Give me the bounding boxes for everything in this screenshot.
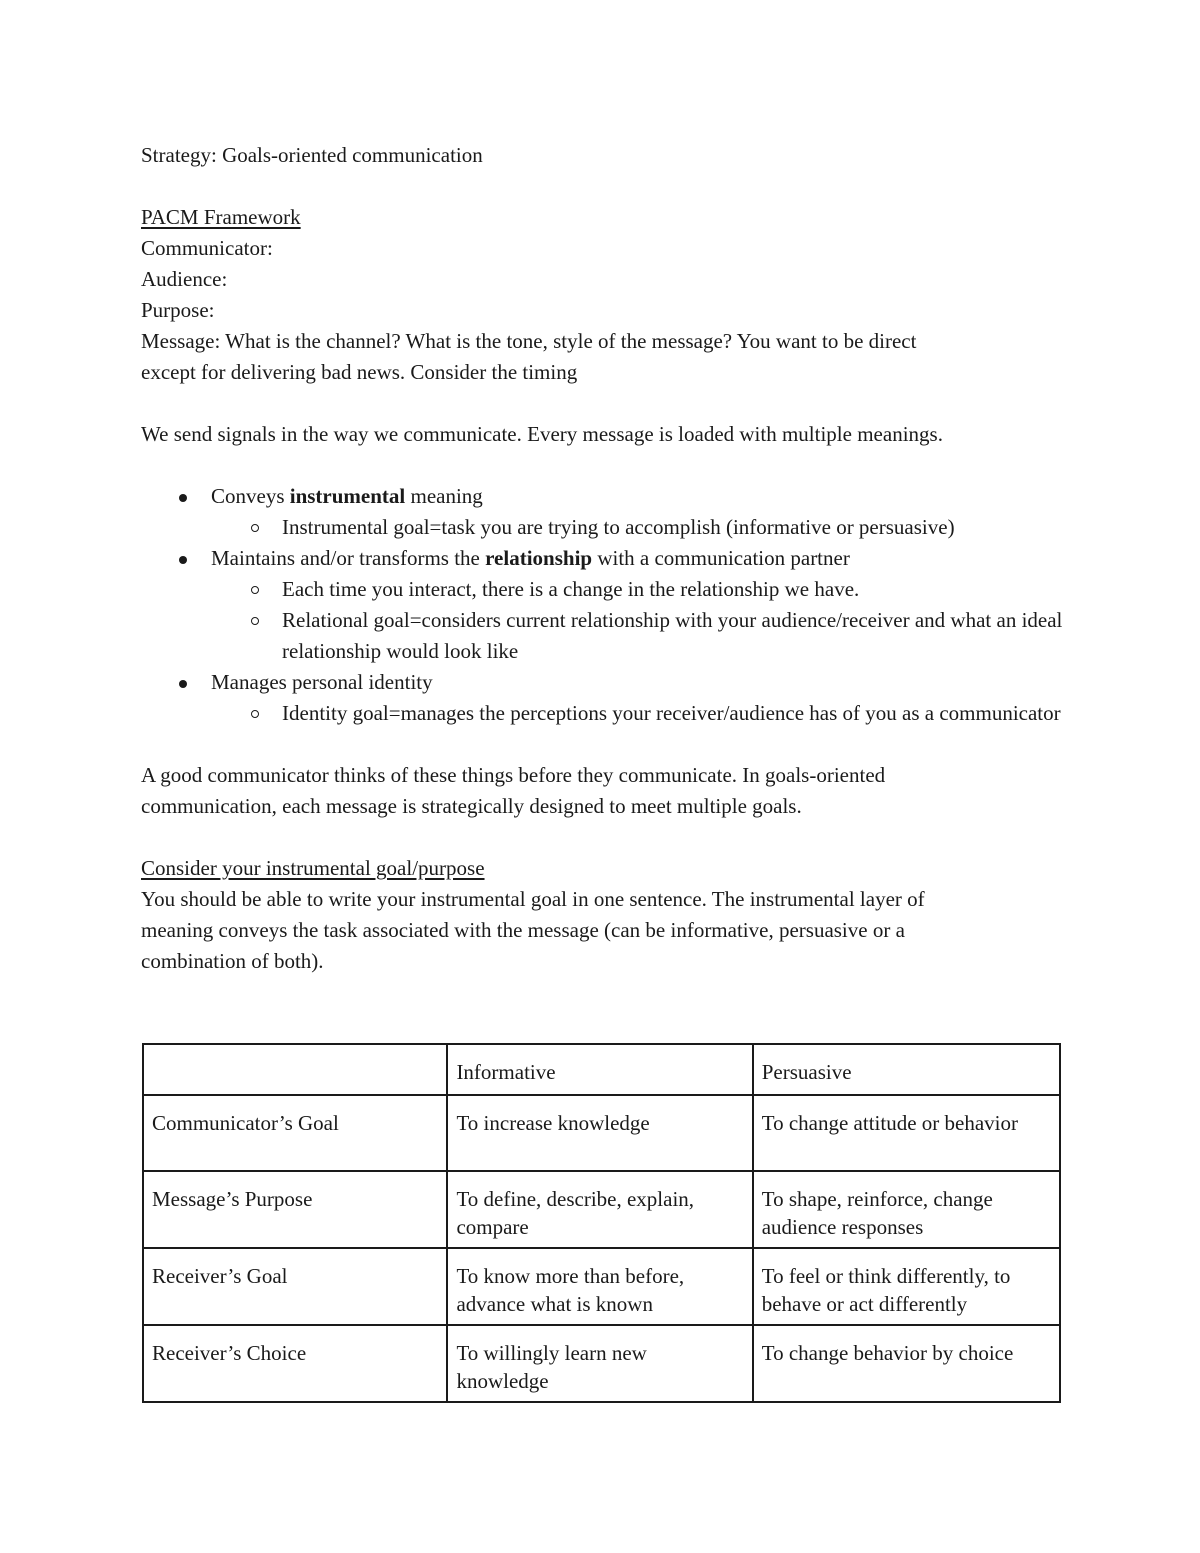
table-cell: To change attitude or behavior xyxy=(753,1095,1060,1171)
pacm-heading: PACM Framework xyxy=(141,205,301,229)
pacm-audience: Audience: xyxy=(141,267,228,291)
pacm-purpose: Purpose: xyxy=(141,298,215,322)
circle-bullet-icon xyxy=(251,617,259,625)
sub-bullet-list xyxy=(211,698,1071,729)
good-communicator-line-2: communication, each message is strategically designed to meet multiple goals. xyxy=(141,794,802,818)
instrumental-line-1: You should be able to write your instrumental goal in one sentence. The instrumental layer of xyxy=(141,887,925,911)
bullet-dot-icon xyxy=(179,680,187,688)
bullet-text-bold: instrumental xyxy=(289,484,406,508)
bullet-text-post: meaning xyxy=(405,484,483,508)
goals-comparison-table xyxy=(142,1043,1061,1403)
good-communicator-line-1: A good communicator thinks of these things before they communicate. In goals-oriented xyxy=(141,763,886,787)
table-header-cell: Informative xyxy=(447,1044,752,1095)
table-cell: To know more than before, advance what is known xyxy=(447,1248,752,1325)
bullet-identity xyxy=(141,667,1071,729)
sub-bullet-list xyxy=(211,512,1071,543)
table-cell: To increase knowledge xyxy=(447,1095,752,1171)
pacm-message-line-1: Message: What is the channel? What is the tone, style of the message? You want to be direct xyxy=(141,329,917,353)
sub-bullet-list xyxy=(211,574,1071,667)
sub-bullet-text: Instrumental goal=task you are trying to accomplish (informative or persuasive) xyxy=(282,515,955,539)
pacm-message-line-2: except for delivering bad news. Consider the timing xyxy=(141,360,578,384)
document-title: Strategy: Goals-oriented communication xyxy=(141,143,483,167)
circle-bullet-icon xyxy=(251,586,259,594)
table-row xyxy=(143,1325,1060,1402)
instrumental-heading: Consider your instrumental goal/purpose xyxy=(141,856,485,880)
sub-bullet-instrumental-goal xyxy=(211,512,1071,543)
table-cell: Message’s Purpose xyxy=(143,1171,447,1248)
goals-bullet-list xyxy=(141,481,1071,729)
table-row xyxy=(143,1248,1060,1325)
table-cell: Communicator’s Goal xyxy=(143,1095,447,1171)
table-header-cell xyxy=(143,1044,447,1095)
bullet-dot-icon xyxy=(179,494,187,502)
table-row xyxy=(143,1095,1060,1171)
sub-bullet-text: Identity goal=manages the perceptions your receiver/audience has of you as a communicator xyxy=(282,701,1061,725)
table-cell: Receiver’s Goal xyxy=(143,1248,447,1325)
signals-paragraph: We send signals in the way we communicate. Every message is loaded with multiple meanings. xyxy=(141,422,943,446)
document-page xyxy=(141,140,1071,977)
bullet-text-pre: Maintains and/or transforms the xyxy=(211,546,486,570)
table-cell: Receiver’s Choice xyxy=(143,1325,447,1402)
table-row xyxy=(143,1171,1060,1248)
table-cell: To willingly learn new knowledge xyxy=(447,1325,752,1402)
table-cell: To shape, reinforce, change audience responses xyxy=(753,1171,1060,1248)
instrumental-line-3: combination of both). xyxy=(141,949,324,973)
sub-bullet-identity-goal xyxy=(211,698,1071,729)
table-cell: To change behavior by choice xyxy=(753,1325,1060,1402)
bullet-text-pre: Manages personal identity xyxy=(211,670,433,694)
bullet-text-bold: relationship xyxy=(485,546,593,570)
circle-bullet-icon xyxy=(251,710,259,718)
table-cell: To feel or think differently, to behave or act differently xyxy=(753,1248,1060,1325)
pacm-communicator: Communicator: xyxy=(141,236,273,260)
sub-bullet-interaction-change xyxy=(211,574,1071,605)
bullet-dot-icon xyxy=(179,556,187,564)
bullet-instrumental xyxy=(141,481,1071,543)
circle-bullet-icon xyxy=(251,524,259,532)
bullet-relationship xyxy=(141,543,1071,667)
table-header-row xyxy=(143,1044,1060,1095)
instrumental-line-2: meaning conveys the task associated with the message (can be informative, persuasive or a xyxy=(141,918,905,942)
bullet-text-pre: Conveys xyxy=(211,484,290,508)
table-cell: To define, describe, explain, compare xyxy=(447,1171,752,1248)
sub-bullet-text: Each time you interact, there is a change in the relationship we have. xyxy=(282,577,860,601)
sub-bullet-text: Relational goal=considers current relationship with your audience/receiver and what an ideal relationship would look like xyxy=(282,608,1063,663)
bullet-text-post: with a communication partner xyxy=(592,546,850,570)
sub-bullet-relational-goal xyxy=(211,605,1071,667)
table-header-cell: Persuasive xyxy=(753,1044,1060,1095)
